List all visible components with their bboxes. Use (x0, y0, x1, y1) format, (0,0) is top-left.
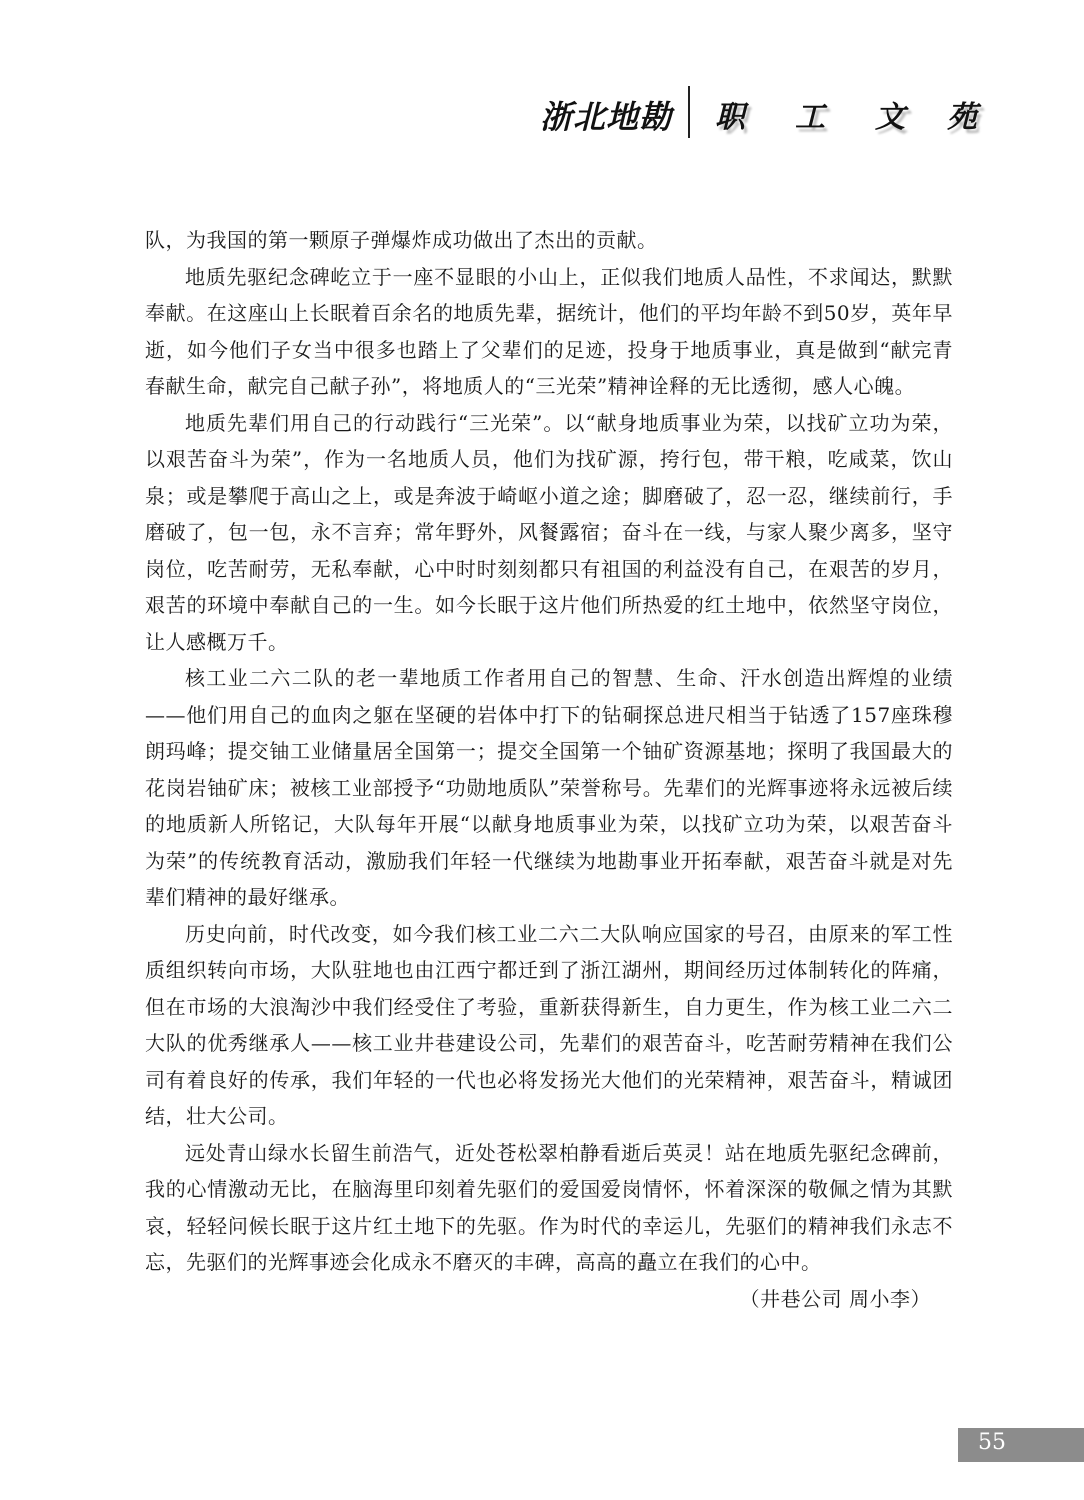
column-title (708, 80, 978, 140)
page-number-box (958, 1428, 1084, 1462)
paragraph: 历史向前，时代改变，如今我们核工业二六二大队响应国家的号召，由原来的军工性质组织转向市场，大队驻地也由江西宁都迁到了浙江湖州，期间经历过体制转化的阵痛，但在市场的大浪淘沙中我们经受住了考验，重新获得新生，自力更生，作为核工业二六二大队的优秀继承人——核工业井巷建设公司，先辈们的艰苦奋斗，吃苦耐劳精神在我们公司有着良好的传承，我们年轻的一代也必将发扬光大他们的光荣精神，艰苦奋斗，精诚团结，壮大公司。 (145, 921, 953, 1128)
paragraph-continued: 队，为我国的第一颗原子弹爆炸成功做出了杰出的贡献。 (145, 228, 658, 252)
page-header (540, 80, 980, 140)
brand-logo-text: 浙北地勘 (540, 98, 673, 136)
paragraph: 地质先驱纪念碑屹立于一座不显眼的小山上，正似我们地质人品性，不求闻达，默默奉献。在这座山上长眠着百余名的地质先辈，据统计，他们的平均年龄不到50岁，英年早逝，如今他们子女当中很多也踏上了父辈们的足迹，投身于地质事业，真是做到“献完青春献生命，献完自己献子孙”，将地质人的“三光荣”精神诠释的无比透彻，感人心魄。 (145, 264, 953, 398)
author-signature: （井巷公司 周小李） (739, 1286, 931, 1311)
header-divider (688, 86, 690, 138)
article-body (145, 222, 953, 1317)
paragraph: 远处青山绿水长留生前浩气，近处苍松翠柏静看逝后英灵！站在地质先驱纪念碑前，我的心情激动无比，在脑海里印刻着先驱们的爱国爱岗情怀，怀着深深的敬佩之情为其默哀，轻轻问候长眠于这片红土地下的先驱。作为时代的幸运儿，先驱们的精神我们永志不忘，先驱们的光辉事迹会化成永不磨灭的丰碑，高高的矗立在我们的心中。 (145, 1140, 953, 1274)
paragraph: 地质先辈们用自己的行动践行“三光荣”。以“献身地质事业为荣，以找矿立功为荣，以艰苦奋斗为荣”，作为一名地质人员，他们为找矿源，挎行包，带干粮，吃咸菜，饮山泉；或是攀爬于高山之上，或是奔波于崎岖小道之途；脚磨破了，忍一忍，继续前行，手磨破了，包一包，永不言弃；常年野外，风餐露宿；奋斗在一线，与家人聚少离多，坚守岗位，吃苦耐劳，无私奉献，心中时时刻刻都只有祖国的利益没有自己，在艰苦的岁月，艰苦的环境中奉献自己的一生。如今长眠于这片他们所热爱的红土地中，依然坚守岗位，让人感概万千。 (145, 410, 953, 654)
page-number: 55 (978, 1430, 1006, 1455)
column-title-char: 文 (875, 100, 905, 135)
paragraph: 核工业二六二队的老一辈地质工作者用自己的智慧、生命、汗水创造出辉煌的业绩——他们用自己的血肉之躯在坚硬的岩体中打下的钻硐探总进尺相当于钻透了157座珠穆朗玛峰；提交铀工业储量居全国第一；提交全国第一个铀矿资源基地；探明了我国最大的花岗岩铀矿床；被核工业部授予“功勋地质队”荣誉称号。先辈们的光辉事迹将永远被后续的地质新人所铭记，大队每年开展“以献身地质事业为荣，以找矿立功为荣，以艰苦奋斗为荣”的传统教育活动，激励我们年轻一代继续为地勘事业开拓奉献，艰苦奋斗就是对先辈们精神的最好继承。 (145, 666, 953, 909)
column-title-char: 职 (715, 100, 745, 135)
column-title-char: 苑 (947, 100, 977, 135)
column-title-char: 工 (795, 100, 825, 135)
